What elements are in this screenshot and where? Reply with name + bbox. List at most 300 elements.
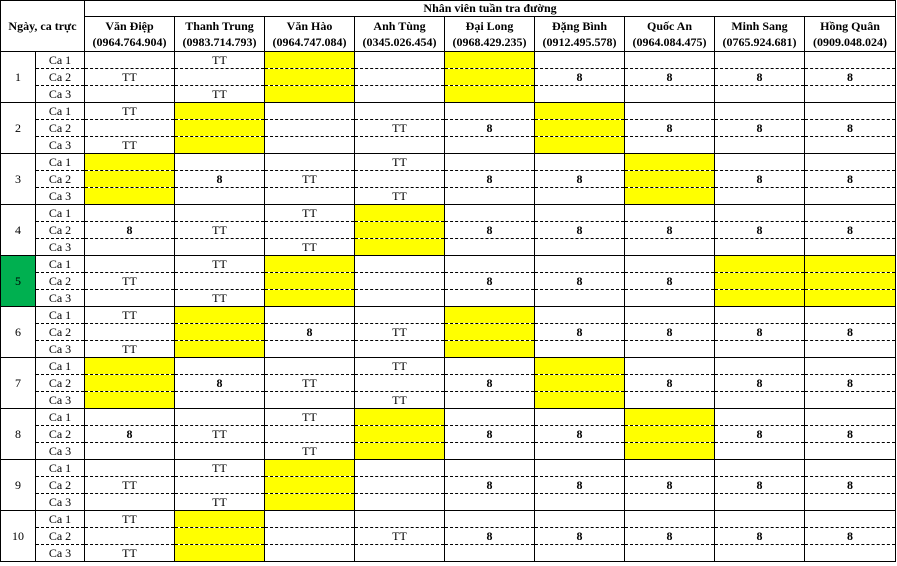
shift-label: Ca 3 — [36, 443, 85, 460]
shift-row — [1, 69, 896, 86]
shift-label: Ca 2 — [36, 375, 85, 392]
duty-cell — [625, 358, 715, 375]
shift-row — [1, 239, 896, 256]
shift-row — [1, 205, 896, 222]
duty-cell: 8 — [805, 222, 896, 239]
shift-label: Ca 3 — [36, 86, 85, 103]
shift-row — [1, 358, 896, 375]
off-day-cell — [175, 103, 265, 120]
duty-cell: 8 — [535, 528, 625, 545]
day-number: 9 — [1, 460, 36, 511]
duty-cell — [535, 511, 625, 528]
duty-cell: 8 — [535, 273, 625, 290]
duty-cell — [625, 205, 715, 222]
off-day-cell — [355, 239, 445, 256]
shift-label: Ca 2 — [36, 222, 85, 239]
off-day-cell — [85, 171, 175, 188]
off-day-cell — [805, 290, 896, 307]
shift-row — [1, 154, 896, 171]
duty-cell: TT — [85, 273, 175, 290]
off-day-cell — [265, 52, 355, 69]
duty-cell — [805, 341, 896, 358]
shift-label: Ca 2 — [36, 273, 85, 290]
duty-cell — [265, 341, 355, 358]
off-day-cell — [175, 307, 265, 324]
duty-cell — [625, 511, 715, 528]
off-day-cell — [355, 409, 445, 426]
staff-phone: (0983.714.793) — [182, 35, 257, 49]
staff-header — [175, 17, 265, 52]
off-day-cell — [265, 86, 355, 103]
shift-row — [1, 188, 896, 205]
duty-cell: 8 — [625, 324, 715, 341]
duty-cell — [445, 137, 535, 154]
duty-cell: TT — [85, 511, 175, 528]
off-day-cell — [175, 545, 265, 562]
shift-label: Ca 3 — [36, 545, 85, 562]
staff-header — [355, 17, 445, 52]
duty-cell — [535, 494, 625, 511]
staff-name: Hồng Quân — [820, 19, 880, 33]
duty-cell — [175, 69, 265, 86]
day-number: 6 — [1, 307, 36, 358]
duty-cell — [355, 511, 445, 528]
shift-label: Ca 1 — [36, 511, 85, 528]
duty-cell: 8 — [805, 120, 896, 137]
staff-phone: (0964.747.084) — [272, 35, 347, 49]
off-day-cell — [625, 443, 715, 460]
shift-label: Ca 3 — [36, 137, 85, 154]
duty-cell — [625, 103, 715, 120]
duty-cell — [355, 52, 445, 69]
shift-row — [1, 375, 896, 392]
duty-cell: 8 — [715, 375, 805, 392]
duty-cell — [715, 409, 805, 426]
duty-cell: 8 — [445, 273, 535, 290]
duty-cell: TT — [175, 494, 265, 511]
duty-cell — [265, 222, 355, 239]
duty-cell — [355, 341, 445, 358]
shift-row — [1, 341, 896, 358]
duty-cell: TT — [355, 358, 445, 375]
duty-cell — [445, 494, 535, 511]
duty-cell: 8 — [175, 171, 265, 188]
duty-cell: TT — [265, 171, 355, 188]
duty-cell — [355, 256, 445, 273]
duty-cell — [805, 86, 896, 103]
duty-cell: 8 — [445, 426, 535, 443]
staff-phone: (0345.026.454) — [362, 35, 437, 49]
shift-label: Ca 3 — [36, 392, 85, 409]
off-day-cell — [445, 52, 535, 69]
off-day-cell — [535, 375, 625, 392]
duty-cell — [445, 358, 535, 375]
duty-cell — [805, 188, 896, 205]
off-day-cell — [445, 86, 535, 103]
shift-row — [1, 545, 896, 562]
duty-cell: TT — [355, 188, 445, 205]
off-day-cell — [175, 511, 265, 528]
off-day-cell — [265, 69, 355, 86]
duty-cell — [355, 86, 445, 103]
duty-cell — [625, 256, 715, 273]
staff-header-row — [1, 17, 896, 52]
duty-cell — [85, 443, 175, 460]
duty-cell: 8 — [715, 171, 805, 188]
staff-name: Quốc An — [646, 19, 692, 33]
duty-cell — [625, 545, 715, 562]
duty-cell: 8 — [85, 222, 175, 239]
duty-cell — [535, 307, 625, 324]
duty-cell: TT — [355, 154, 445, 171]
off-day-cell — [445, 341, 535, 358]
duty-cell: 8 — [625, 528, 715, 545]
duty-cell — [625, 86, 715, 103]
duty-cell — [445, 239, 535, 256]
duty-cell — [175, 154, 265, 171]
off-day-cell — [175, 120, 265, 137]
duty-cell — [625, 341, 715, 358]
day-number: 2 — [1, 103, 36, 154]
duty-cell — [715, 443, 805, 460]
duty-cell — [715, 205, 805, 222]
duty-cell — [805, 443, 896, 460]
duty-cell — [805, 545, 896, 562]
duty-cell — [265, 545, 355, 562]
staff-name: Thanh Trung — [185, 19, 254, 33]
duty-cell — [805, 52, 896, 69]
duty-cell — [355, 103, 445, 120]
shift-label: Ca 1 — [36, 409, 85, 426]
duty-cell: 8 — [535, 171, 625, 188]
duty-cell: 8 — [715, 222, 805, 239]
shift-row — [1, 171, 896, 188]
duty-cell: 8 — [625, 375, 715, 392]
shift-row — [1, 307, 896, 324]
off-day-cell — [85, 358, 175, 375]
duty-cell: 8 — [625, 273, 715, 290]
duty-cell — [715, 154, 805, 171]
duty-cell — [85, 205, 175, 222]
off-day-cell — [445, 307, 535, 324]
duty-cell — [625, 494, 715, 511]
staff-phone: (0964.764.904) — [92, 35, 167, 49]
shift-label: Ca 1 — [36, 205, 85, 222]
duty-cell — [265, 103, 355, 120]
duty-cell — [715, 494, 805, 511]
duty-cell: TT — [85, 103, 175, 120]
shift-row — [1, 256, 896, 273]
off-day-cell — [355, 426, 445, 443]
duty-cell — [805, 358, 896, 375]
duty-cell — [805, 460, 896, 477]
day-number: 10 — [1, 511, 36, 562]
duty-cell — [85, 528, 175, 545]
off-day-cell — [625, 409, 715, 426]
shift-label: Ca 3 — [36, 494, 85, 511]
duty-cell: 8 — [715, 528, 805, 545]
duty-cell — [175, 358, 265, 375]
duty-cell — [85, 52, 175, 69]
off-day-cell — [265, 460, 355, 477]
shift-row — [1, 52, 896, 69]
duty-cell — [535, 443, 625, 460]
off-day-cell — [805, 273, 896, 290]
duty-cell — [715, 392, 805, 409]
duty-cell — [85, 86, 175, 103]
duty-cell — [445, 103, 535, 120]
off-day-cell — [355, 443, 445, 460]
shift-row — [1, 120, 896, 137]
duty-cell — [175, 239, 265, 256]
duty-cell: 8 — [805, 324, 896, 341]
duty-cell — [175, 188, 265, 205]
shift-row — [1, 324, 896, 341]
duty-cell — [265, 307, 355, 324]
staff-name: Đặng Bình — [551, 19, 608, 33]
duty-cell — [265, 154, 355, 171]
duty-cell: 8 — [715, 477, 805, 494]
duty-cell — [535, 52, 625, 69]
duty-cell: 8 — [85, 426, 175, 443]
duty-cell: TT — [265, 409, 355, 426]
shift-label: Ca 1 — [36, 103, 85, 120]
duty-cell: TT — [85, 307, 175, 324]
shift-row — [1, 86, 896, 103]
duty-cell — [175, 409, 265, 426]
duty-cell: 8 — [805, 528, 896, 545]
duty-cell: 8 — [445, 375, 535, 392]
duty-cell: 8 — [805, 69, 896, 86]
duty-cell — [535, 409, 625, 426]
duty-cell — [85, 460, 175, 477]
off-day-cell — [535, 137, 625, 154]
day-number: 1 — [1, 52, 36, 103]
duty-cell: 8 — [175, 375, 265, 392]
duty-cell: TT — [175, 460, 265, 477]
duty-cell — [445, 511, 535, 528]
duty-cell — [445, 154, 535, 171]
off-day-cell — [625, 188, 715, 205]
duty-cell — [535, 205, 625, 222]
staff-group-label: Nhân viên tuần tra đường — [85, 1, 896, 17]
corner-label: Ngày, ca trực — [1, 1, 85, 52]
shift-label: Ca 2 — [36, 120, 85, 137]
duty-cell: TT — [85, 477, 175, 494]
off-day-cell — [265, 494, 355, 511]
duty-cell — [715, 86, 805, 103]
duty-cell — [355, 375, 445, 392]
duty-cell: 8 — [535, 477, 625, 494]
duty-cell — [625, 137, 715, 154]
staff-name: Anh Tùng — [373, 19, 426, 33]
duty-cell: TT — [265, 375, 355, 392]
off-day-cell — [625, 171, 715, 188]
shift-row — [1, 528, 896, 545]
duty-cell — [85, 239, 175, 256]
duty-cell: 8 — [625, 222, 715, 239]
duty-cell — [265, 358, 355, 375]
shift-label: Ca 1 — [36, 154, 85, 171]
duty-cell — [805, 494, 896, 511]
shift-label: Ca 1 — [36, 256, 85, 273]
duty-cell — [805, 239, 896, 256]
off-day-cell — [715, 256, 805, 273]
duty-cell: 8 — [535, 69, 625, 86]
staff-header — [85, 17, 175, 52]
off-day-cell — [265, 273, 355, 290]
off-day-cell — [715, 290, 805, 307]
duty-cell — [355, 494, 445, 511]
staff-name: Văn Hào — [286, 19, 333, 33]
duty-cell — [715, 511, 805, 528]
duty-cell: 8 — [805, 477, 896, 494]
duty-cell — [265, 511, 355, 528]
duty-cell — [715, 52, 805, 69]
duty-cell — [85, 324, 175, 341]
duty-cell — [175, 477, 265, 494]
duty-cell — [715, 188, 805, 205]
duty-cell — [625, 239, 715, 256]
off-day-cell — [175, 528, 265, 545]
duty-cell — [715, 545, 805, 562]
shift-label: Ca 2 — [36, 477, 85, 494]
duty-cell: 8 — [265, 324, 355, 341]
off-day-cell — [805, 256, 896, 273]
duty-cell — [805, 392, 896, 409]
off-day-cell — [355, 222, 445, 239]
duty-cell — [715, 137, 805, 154]
staff-phone: (0909.048.024) — [813, 35, 888, 49]
shift-label: Ca 3 — [36, 290, 85, 307]
duty-cell — [265, 137, 355, 154]
duty-cell: 8 — [625, 120, 715, 137]
duty-cell: 8 — [805, 171, 896, 188]
off-day-cell — [85, 154, 175, 171]
duty-cell — [355, 477, 445, 494]
duty-cell: 8 — [445, 222, 535, 239]
duty-cell — [535, 256, 625, 273]
day-number: 8 — [1, 409, 36, 460]
duty-cell — [265, 528, 355, 545]
duty-cell — [445, 392, 535, 409]
day-number: 5 — [1, 256, 36, 307]
duty-cell — [175, 392, 265, 409]
duty-cell: 8 — [715, 120, 805, 137]
duty-cell: 8 — [445, 528, 535, 545]
duty-cell — [445, 188, 535, 205]
duty-cell — [175, 205, 265, 222]
off-day-cell — [265, 256, 355, 273]
shift-label: Ca 3 — [36, 341, 85, 358]
shift-row — [1, 137, 896, 154]
duty-cell — [805, 205, 896, 222]
duty-cell: TT — [175, 52, 265, 69]
shift-row — [1, 443, 896, 460]
duty-cell: 8 — [535, 324, 625, 341]
shift-row — [1, 290, 896, 307]
duty-cell: 8 — [715, 69, 805, 86]
duty-cell: TT — [355, 120, 445, 137]
duty-cell — [175, 273, 265, 290]
duty-cell: 8 — [535, 426, 625, 443]
shift-row — [1, 392, 896, 409]
day-number: 3 — [1, 154, 36, 205]
duty-cell — [535, 239, 625, 256]
duty-cell — [625, 460, 715, 477]
duty-cell: TT — [355, 528, 445, 545]
off-day-cell — [625, 154, 715, 171]
shift-label: Ca 2 — [36, 324, 85, 341]
duty-cell — [805, 103, 896, 120]
duty-cell — [445, 460, 535, 477]
staff-phone: (0968.429.235) — [452, 35, 527, 49]
shift-row — [1, 103, 896, 120]
duty-cell — [535, 188, 625, 205]
duty-cell — [85, 494, 175, 511]
shift-label: Ca 3 — [36, 188, 85, 205]
duty-cell — [805, 154, 896, 171]
shift-row — [1, 511, 896, 528]
shift-label: Ca 2 — [36, 171, 85, 188]
shift-row — [1, 477, 896, 494]
shift-label: Ca 2 — [36, 528, 85, 545]
duty-cell: TT — [175, 86, 265, 103]
duty-cell: 8 — [445, 171, 535, 188]
duty-cell — [445, 290, 535, 307]
duty-cell — [445, 409, 535, 426]
off-day-cell — [715, 273, 805, 290]
off-day-cell — [535, 103, 625, 120]
staff-header — [805, 17, 896, 52]
off-day-cell — [445, 69, 535, 86]
staff-header — [535, 17, 625, 52]
off-day-cell — [85, 392, 175, 409]
duty-cell: 8 — [715, 426, 805, 443]
duty-cell: 8 — [805, 375, 896, 392]
duty-cell: TT — [175, 290, 265, 307]
duty-cell — [445, 256, 535, 273]
duty-cell: TT — [355, 392, 445, 409]
duty-cell: 8 — [535, 222, 625, 239]
shift-row — [1, 426, 896, 443]
duty-cell — [355, 307, 445, 324]
off-day-cell — [175, 341, 265, 358]
duty-cell — [535, 154, 625, 171]
duty-cell — [355, 273, 445, 290]
duty-cell — [715, 460, 805, 477]
off-day-cell — [535, 392, 625, 409]
duty-cell: TT — [85, 69, 175, 86]
duty-cell — [535, 341, 625, 358]
duty-cell — [805, 511, 896, 528]
duty-cell: 8 — [625, 69, 715, 86]
duty-cell — [625, 290, 715, 307]
shift-row — [1, 222, 896, 239]
duty-cell — [85, 120, 175, 137]
shift-row — [1, 409, 896, 426]
duty-cell — [625, 52, 715, 69]
duty-cell — [715, 307, 805, 324]
duty-cell — [355, 460, 445, 477]
shift-label: Ca 1 — [36, 52, 85, 69]
staff-header — [445, 17, 535, 52]
duty-cell — [85, 256, 175, 273]
shift-label: Ca 2 — [36, 69, 85, 86]
duty-cell: TT — [265, 205, 355, 222]
off-day-cell — [625, 426, 715, 443]
day-number: 7 — [1, 358, 36, 409]
